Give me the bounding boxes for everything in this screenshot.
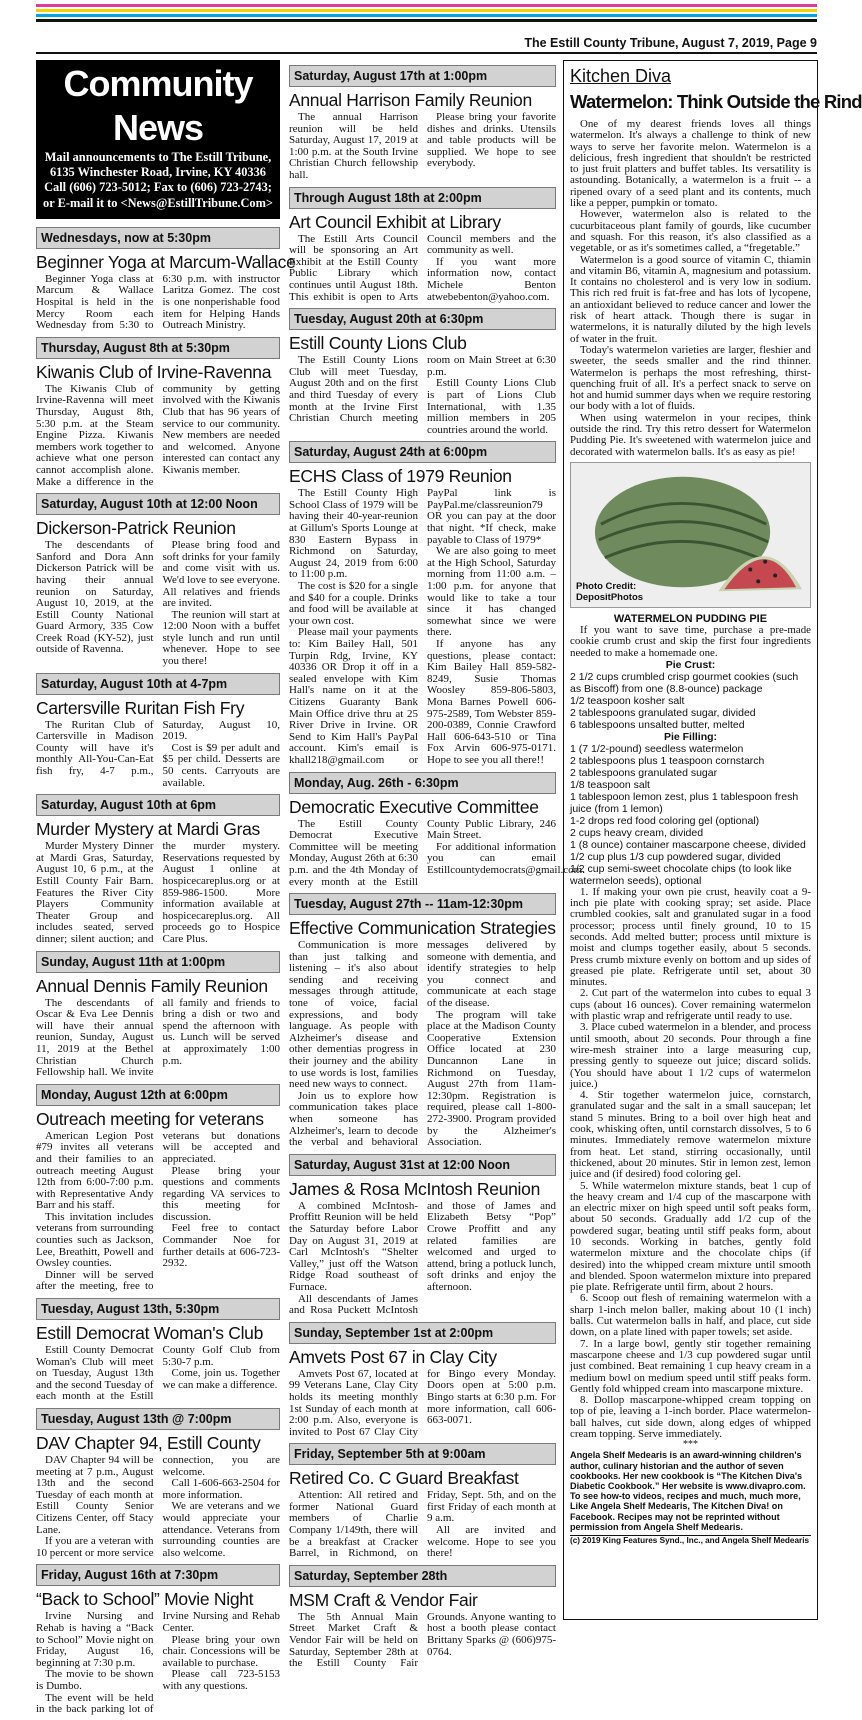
date-band: Tuesday, August 13th @ 7:00pm	[36, 1408, 280, 1430]
announcement	[36, 794, 280, 945]
event-paragraph: Communication is more than just talking and listening – it's also about sending and receiving messages through attitude, tone of voice, facial expressions, and body language. As people with Alzheimer's disease and other dementias progress in their journey and the ability to use words is lost, families need new ways to connect.	[289, 939, 418, 1091]
event-body	[36, 274, 280, 332]
announcement	[36, 1564, 280, 1715]
event-paragraph: Amvets Post 67, located at 99 Veterans Lane, Clay City holds its meeting monthly 1st Sunday of each month at 2:00 p.m. Also, everyone is invited to Post 67 Clay City for Bingo every Monday. Doors open at 5:00 p.m. Bingo starts at 6:30 p.m. For more information, call 606-663-0071.	[289, 1367, 556, 1438]
event-body	[289, 234, 556, 304]
event-paragraph: Please call 723-5153 with any questions.	[162, 1668, 280, 1692]
event-paragraph: Cost is $9 per adult and $5 per child. Desserts are 50 cents. Carryouts are available.	[162, 741, 280, 789]
date-band: Sunday, September 1st at 2:00pm	[289, 1322, 556, 1344]
announcement	[289, 1154, 556, 1317]
date-band: Thursday, August 8th at 5:30pm	[36, 337, 280, 359]
event-body	[36, 1611, 280, 1715]
event-paragraph: If anyone has any questions, please contact: Kim Bailey Hall 859-582-8249, Susie Thomas Woosley 859-806-5803, Mona Barnes Powell 606-975-2589, Tom Webster 859-200-0389, Connie Crawford Hall 606-643-510 or Tina Fox Arvin 606-975-0171. Hope to see you all there!!	[427, 638, 556, 766]
event-paragraph: Attention: All retired and former National Guard members of Charlie Company 1/149th, there will be a breakfast at Cracker Barrel, in Richmond, on Friday, Sept. 5th, and on the first Friday of each month at 9 a.m.	[289, 1489, 556, 1560]
watermelon-photo	[570, 462, 811, 608]
event-paragraph: The program will take place at the Madison County Cooperative Extension Office located at 230 Duncannon Lane in Richmond on Tuesday, August 27th from 11am-12:30pm. Registration is required, please call 1-800-272-3900. Program provided by the Alzheimer's Association.	[427, 1008, 556, 1149]
article-title: Watermelon: Think Outside the Rind	[570, 91, 862, 112]
column-left	[36, 60, 296, 1720]
event-body	[36, 1345, 280, 1403]
announcement	[36, 1084, 280, 1293]
date-band: Saturday, August 17th at 1:00pm	[289, 65, 556, 87]
recipe-steps	[570, 887, 811, 1441]
announcement-list-left	[36, 227, 296, 1716]
event-paragraph: We are also going to meet at the High School, Saturday morning from 11:00 a.m. – 1:00 p.m. for anyone that would like to take a tour since it has changed somewhat since we were there.	[427, 545, 556, 639]
event-paragraph: The Ruritan Club of Cartersville in Madison County will have it's monthly All-You-Can-Eat fish fry, 4-7 p.m., Saturday, August 10, 2019.	[36, 718, 280, 778]
header-rule	[36, 52, 817, 54]
ingredient-item: 2 cups heavy cream, divided	[570, 826, 704, 839]
ingredient-item: 2 tablespoons granulated sugar, divided	[570, 706, 756, 719]
date-band: Saturday, September 28th	[289, 1565, 556, 1587]
event-headline: Outreach meeting for veterans	[36, 1108, 264, 1129]
article-paragraph: Watermelon is a good source of vitamin C, thiamin and vitamin B6, vitamin A, magnesium and potassium. It contains no cholesterol and is very low in sodium. This rich red fruit is fat-free and has lots of lycopene, an antioxidant believed to reduce cancer and lower the risk of heart attack. Though there is sugar in watermelons, it is naturally diluted by the high levels of water in the fruit.	[570, 253, 811, 345]
ingredient-item: 6 tablespoons unsalted butter, melted	[570, 718, 745, 731]
event-body	[289, 355, 556, 436]
event-paragraph: For additional information you can email Estillcountydemocrats@gmail.com.	[427, 840, 585, 876]
recipe-step: 1. If making your own pie crust, heavily coat a 9-inch pie plate with cooking spray; set aside. Place crumbled cookies, salt and granulated sugar in a food processor; process until finely ground, 10 to 15 seconds. Add melted butter; process until mixture is moist and clumps together easily, about 5 seconds. Press crumb mixture evenly on bottom and up sides of greased pie plate. Refrigerate until set, about 30 minutes.	[570, 885, 811, 989]
event-headline: DAV Chapter 94, Estill County	[36, 1433, 261, 1453]
recipe-step: 4. Stir together watermelon juice, cornstarch, granulated sugar and the salt in a small saucepan; let stand 5 minutes. Bring to a boil over high heat and cook, whisking often, until cornstarch dissolves, 5 to 6 minutes. Immediately remove watermelon mixture from heat. Let stand, stirring occasionally, until thickened, about 20 minutes. Stir in lemon zest, lemon juice and (if desired) food coloring gel.	[570, 1089, 811, 1181]
announcement-list-middle	[289, 65, 585, 1670]
event-headline: ECHS Class of 1979 Reunion	[289, 466, 512, 487]
announcement	[36, 227, 296, 332]
event-paragraph: Feel free to contact Commander Noe for further details at 606-723-2932.	[162, 1222, 280, 1270]
event-headline: Murder Mystery at Mardi Gras	[36, 819, 261, 840]
event-headline: Retired Co. C Guard Breakfast	[289, 1468, 519, 1489]
event-paragraph: The Estill County Lions Club will meet Tuesday, August 20th and on the first and third Tuesday of every month at the Irvine First Christian Church meeting room on Main Street at 6:30 p.m.	[289, 354, 556, 425]
masthead-line: Call (606) 723-5012; Fax to (606) 723-2743;	[44, 180, 272, 195]
masthead	[36, 60, 280, 219]
event-paragraph: The cost is $20 for a single and $40 for a couple. Drinks and food will be available at your own cost.	[289, 580, 418, 627]
event-headline: Democratic Executive Committee	[289, 796, 539, 817]
event-paragraph: The event will be held in the back parking lot of Irvine Nursing and Rehab Center.	[36, 1610, 280, 1716]
event-body	[289, 1369, 556, 1439]
event-headline: Estill County Lions Club	[289, 333, 467, 354]
ingredient-item: 1 (7 1/2-pound) seedless watermelon	[570, 742, 744, 755]
event-body	[289, 488, 556, 766]
event-paragraph: Please bring food and soft drinks for your family and come visit with us. We'd love to see everyone. All relatives and friends are invited.	[162, 539, 280, 610]
event-paragraph: Dinner will be served after the meeting, free to veterans but donations will be accepted and appreciated.	[36, 1129, 280, 1293]
event-headline: Kiwanis Club of Irvine-Ravenna	[36, 361, 272, 382]
color-bar-black	[36, 19, 817, 22]
end-stars: ***	[683, 1439, 698, 1451]
event-paragraph: DAV Chapter 94 will be meeting at 7 p.m., August 13th and the second Tuesday of each month at Estill County Senior Citizens Center, off Stacy Lane.	[36, 1454, 154, 1536]
article-paragraph: One of my dearest friends loves all things watermelon. It's always a challenge to think of new ways to serve her favorite melon. Watermelon is a delicious, fresh ingredient that shouldn't be restricted to just fruit platters and buffet tables. Its versatility is astounding. Botanically, a watermelon is a fruit -- a ripened ovary of a seed plant and its contents, much like a pepper, pumpkin or tomato.	[570, 118, 811, 210]
event-paragraph: The Estill County Democrat Executive Committee will be meeting Monday, August 26th at 6:30 p.m. and the 4th Monday of every month at the Estill County Public Library, 246 Main Street.	[289, 817, 556, 888]
announcement	[36, 337, 280, 488]
date-band: Through August 18th at 2:00pm	[289, 187, 556, 209]
event-paragraph: Beginner Yoga class at Marcum & Wallace Hospital is held in the Mercy Room each Wednesday from 5:30 to 6:30 p.m. with instructor Laritza Gomez. The cost is one nonperishable food item for Helping Hands Outreach Ministry.	[36, 272, 280, 332]
event-body	[289, 1201, 556, 1317]
event-paragraph: Please bring your own chair. Concessions will be available to purchase.	[162, 1633, 280, 1669]
crust-ingredients	[570, 671, 811, 731]
event-headline: Dickerson-Patrick Reunion	[36, 518, 236, 539]
article-paragraph: However, watermelon also is related to the cucurbitaceous plant family of gourds, like cucumber and squash. For this reason, it's also classified as a vegetable, or as it's sometimes called, a “fregetable.”	[570, 208, 811, 255]
event-paragraph: Irvine Nursing and Rehab is having a “Back to School” Movie night on Friday, August 16, beginning at 7:30 p.m.	[36, 1610, 154, 1669]
announcement	[289, 65, 556, 182]
event-body	[289, 817, 585, 889]
event-body	[36, 384, 280, 488]
event-paragraph: Please mail your payments to: Kim Bailey Hall, 501 Turpin Rdg, Irvine, KY 40336 OR Drop it off in a sealed envelope with Kim Hall's name on it at the Citizens Guaranty Bank Main Office drive thru at 25 River Drive in Irvine. OR Send to Kim Hall's PayPal account. Kim's email is khall218@gmail.com or PayPal link is PayPal.me/classreunion79 OR you can pay at the door that night. *If check, make payable to Class of 1979*	[289, 487, 556, 766]
event-body	[36, 1455, 280, 1559]
ingredient-item: 1/8 teaspoon salt	[570, 778, 650, 791]
event-headline: “Back to School” Movie Night	[36, 1589, 254, 1610]
date-band: Saturday, August 10th at 4-7pm	[36, 673, 280, 695]
event-paragraph: Murder Mystery Dinner at Mardi Gras, Saturday, August 10, 6 p.m., at the Estill County Fair Barn. Features the River City Players Community Theater Group and includes seated, served dinner; silent auction; and the murder mystery. Reservations requested by August 1 online at hospicecareplus.org or at 859-986-1500. More information available at hospicecareplus.org. All proceeds go to Hospice Care Plus.	[36, 840, 280, 945]
recipe-step: 8. Dollop mascarpone-whipped cream topping on top of pie, leaving a 1-inch border. Place watermelon-ball halves, cut side down, along edges of whipped cream topping. Serve immediately.	[570, 1394, 811, 1441]
color-bar-yellow	[36, 9, 817, 12]
ingredient-item: 1/2 cup semi-sweet chocolate chips (to look like watermelon seeds), optional	[570, 862, 792, 887]
announcement	[289, 1322, 556, 1439]
ingredient-item: 2 tablespoons plus 1 teaspoon cornstarch	[570, 754, 765, 767]
event-body	[289, 112, 556, 182]
announcement	[36, 1408, 280, 1559]
event-paragraph: If you are a veteran with 10 percent or more service connection, you are welcome.	[36, 1454, 280, 1559]
date-band: Monday, August 12th at 6:00pm	[36, 1084, 280, 1106]
recipe-step: 3. Place cubed watermelon in a blender, and process until smooth, about 20 seconds. Pour through a fine wire-mesh strainer into a large measuring cup, pressing gently to squeeze out juice; discard solids. (You should have about 1 1/2 cups of watermelon juice.)	[570, 1021, 811, 1090]
event-paragraph: Estill County Lions Club is part of Lions Club International, with 1.35 million members in 205 countries around the world.	[427, 377, 556, 436]
event-body	[289, 1490, 556, 1560]
column-middle	[289, 60, 585, 1674]
date-band: Friday, September 5th at 9:00am	[289, 1443, 556, 1465]
article-body	[570, 119, 811, 458]
event-paragraph: The Kiwanis Club of Irvine-Ravenna will meet Thursday, August 8th, 5:30 p.m. at the Steam Engine Pizza. Kiwanis members work together to achieve what one person cannot accomplish alone. Make a difference in the community by getting involved with the Kiwanis Club that has 96 years of service to our community. New members are needed and welcomed. Anyone interested can contact any Kiwanis member.	[36, 382, 280, 488]
date-band: Monday, Aug. 26th - 6:30pm	[289, 772, 556, 794]
ingredient-list	[570, 659, 811, 887]
event-body	[36, 540, 280, 668]
author-bio: Angela Shelf Medearis is an award-winning children's author, culinary historian and the author of seven cookbooks. Her new cookbook is “The Kitchen Diva's Diabetic Cookbook.” Her website is www.divapro.com. To see how-to videos, recipes and much, much more, Like Angela Shelf Medearis, The Kitchen Diva! on Facebook. Recipes may not be reprinted without permission from Angela Shelf Medearis.	[570, 1450, 806, 1532]
filling-heading: Pie Filling:	[663, 730, 718, 743]
color-bar-cyan	[36, 14, 817, 17]
announcement	[36, 673, 280, 790]
column-head: Kitchen Diva	[570, 66, 672, 86]
announcement	[289, 441, 556, 766]
announcement	[289, 1443, 556, 1560]
date-band: Tuesday, August 27th -- 11am-12:30pm	[289, 893, 556, 915]
date-band: Saturday, August 10th at 12:00 Noon	[36, 493, 280, 515]
event-headline: Annual Dennis Family Reunion	[36, 975, 268, 996]
event-body	[36, 841, 280, 945]
event-body	[36, 1131, 280, 1293]
announcement	[289, 772, 585, 889]
event-paragraph: All descendants of James and Rosa Puckett McIntosh and those of James and Elizabeth Betsy “Pop” Crowe Proffitt and any related families are welcomed and urged to attend, bring a potluck lunch, soft drinks and enjoy the afternoon.	[289, 1199, 556, 1317]
event-headline: Art Council Exhibit at Library	[289, 211, 501, 232]
color-bar-magenta	[36, 4, 817, 7]
event-paragraph: The Estill Arts Council will be sponsoring an Art Exhibit at the Estill County Public Library which continues until August 18th. This exhibit is open to Arts Council members and the community as well.	[289, 232, 556, 303]
ingredient-item: 1-2 drops red food coloring gel (optional)	[570, 814, 760, 827]
event-body	[36, 998, 280, 1079]
announcement	[36, 493, 280, 668]
event-paragraph: All are invited and welcome. Hope to see you there!	[427, 1524, 556, 1560]
event-headline: MSM Craft & Vendor Fair	[289, 1589, 478, 1610]
ingredient-item: 1 tablespoon lemon zest, plus 1 tablespoon fresh juice (from 1 lemon)	[570, 790, 799, 815]
event-body	[289, 940, 556, 1149]
event-paragraph: This invitation includes veterans from surrounding counties such as Jackson, Lee, Breathitt, Powell and Owsley counties.	[36, 1210, 154, 1270]
date-band: Saturday, August 10th at 6pm	[36, 794, 280, 816]
announcement	[289, 308, 556, 436]
ingredient-item: 1/2 cup plus 1/3 cup powdered sugar, divided	[570, 850, 781, 863]
event-paragraph: Come, join us. Together we can make a difference.	[162, 1367, 280, 1391]
event-paragraph: A combined McIntosh-Proffitt Reunion will be held the Saturday before Labor Day on August 31, 2019 at Carl McIntosh's “Shelter Valley,” just off the Watson Ridge Road southeast of Furnace.	[289, 1199, 418, 1293]
ingredient-item: 1 (8 ounce) container mascarpone cheese, divided	[570, 838, 806, 851]
date-band: Tuesday, August 13th, 5:30pm	[36, 1298, 280, 1320]
event-body	[36, 720, 280, 790]
event-paragraph: Please bring your questions and comments regarding VA services to this meeting for discussion.	[162, 1164, 280, 1223]
event-headline: Amvets Post 67 in Clay City	[289, 1346, 497, 1367]
recipe-intro	[570, 625, 811, 659]
photo-credit	[576, 581, 643, 603]
event-paragraph: Join us to explore how communication takes place when someone has Alzheimer's, learn to decode the verbal and behavioral messages delivered by someone with dementia, and identify strategies to help you connect and communicate at each stage of the disease.	[289, 939, 556, 1149]
date-band: Tuesday, August 20th at 6:30pm	[289, 308, 556, 330]
running-head: The Estill County Tribune, August 7, 2019, Page 9	[524, 36, 817, 50]
event-body	[289, 1612, 556, 1670]
event-paragraph: The annual Harrison reunion will be held Saturday, August 17, 2019 at 1:00 p.m. at the South Irvine Christian Church fellowship hall.	[289, 111, 418, 181]
photo-credit-line: DepositPhotos	[576, 591, 644, 603]
article-paragraph: When using watermelon in your recipes, think outside the rind. Try this retro dessert for Watermelon Pudding Pie. It's sweetened with watermelon juice and decorated with watermelon balls. It's as easy as pie!	[570, 411, 811, 458]
event-paragraph: The 5th Annual Main Street Market Craft & Vendor Fair will be held on Saturday, September 28th at the Estill County Fair Grounds. Anyone wanting to host a booth please contact Brittany Sparks @ (606)975-0764.	[289, 1610, 556, 1670]
crust-heading: Pie Crust:	[665, 658, 716, 671]
event-headline: James & Rosa McIntosh Reunion	[289, 1178, 541, 1199]
event-paragraph: The descendants of Oscar & Eva Lee Dennis will have their annual reunion, Sunday, August 11, 2019 at the Bethel Christian Church Fellowship hall. We invite all family and friends to bring a dish or two and spend the afternoon with us. Lunch will be served at approximately 1:00 p.m.	[36, 996, 280, 1079]
recipe-step: 7. In a large bowl, gently stir together remaining mascarpone cheese and 1/3 cup powdered sugar until just combined. Beat remaining 1 cup heavy cream in a medium bowl on medium speed until stiff peaks form. Gently fold whipped cream into mascarpone mixture.	[570, 1337, 811, 1395]
event-paragraph: The reunion will start at 12:00 Noon with a buffet style lunch and run until whenever. Hope to see you there!	[162, 608, 280, 668]
article-paragraph: Today's watermelon varieties are larger, fleshier and sweeter, the seeds smaller and the rind thinner. Watermelon is perhaps the most refreshing, thirst-quenching fruit of all. It's a perfect snack to serve on hot and humid summer days when we require restoring our body with a lot of fluids.	[570, 343, 811, 413]
masthead-line: 6135 Winchester Road, Irvine, KY 40336	[49, 165, 267, 180]
recipe-intro-text: If you want to save time, purchase a pre-made cookie crumb crust and skip the first four ingredients needed to make a homemade one.	[570, 623, 811, 659]
date-band: Saturday, August 31st at 12:00 Noon	[289, 1154, 556, 1176]
event-paragraph: If you want more information now, contact Michele Benton atwebebenton@yahoo.com.	[427, 255, 556, 303]
announcement	[36, 951, 280, 1079]
masthead-line: or E-mail it to <News@EstillTribune.Com>	[43, 195, 273, 210]
announcement	[36, 1298, 280, 1403]
event-paragraph: The movie to be shown is Dumbo.	[36, 1668, 154, 1692]
event-paragraph: Estill County Democrat Woman's Club will meet on Tuesday, August 13th and the second Tuesday of each month at the Estill County Golf Club from 5:30-7 p.m.	[36, 1344, 280, 1403]
event-paragraph: Please bring your favorite dishes and drinks. Utensils and table products will be supplied. We hope to see everybody.	[427, 111, 556, 170]
kitchen-diva-box	[563, 60, 862, 1620]
event-headline: Effective Communication Strategies	[289, 918, 556, 939]
event-paragraph: Call 1-606-663-2504 for more information.	[162, 1477, 280, 1501]
event-paragraph: The descendants of Sanford and Dora Ann Dickerson Patrick will be having their annual reunion on Saturday, August 10, 2019, at the Estill County National Guard Armory, 335 Cow Creek Road (KY-52), just outside of Ravenna.	[36, 539, 154, 656]
date-band: Wednesdays, now at 5:30pm	[36, 227, 280, 249]
ingredient-item: 2 1/2 cups crumbled crisp gourmet cookies (such as Biscoff) from one (8.8-ounce) package	[570, 670, 799, 695]
announcement	[289, 187, 556, 304]
recipe-step: 2. Cut part of the watermelon into cubes to equal 3 cups (about 16 ounces). Cover remaining watermelon with plastic wrap and refrigerate until ready to use.	[570, 987, 811, 1023]
photo-credit-line: Photo Credit:	[576, 580, 637, 592]
filling-ingredients	[570, 743, 811, 887]
ingredient-item: 1/2 teaspoon kosher salt	[570, 694, 685, 707]
event-headline: Beginner Yoga at Marcum-Wallace	[36, 251, 296, 272]
event-paragraph: The Estill County High School Class of 1979 will be having their 40-year-reunion at Gillum's Sports Lounge at 830 Eastern Bypass in Richmond on Saturday, August 24, 2019 from 6:00 to 11:00 p.m.	[289, 487, 418, 581]
event-paragraph: American Legion Post #79 invites all veterans and their families to an outreach meeting August 12th from 6:00-7:00 p.m. with Representative Andy Barr and his staff.	[36, 1129, 154, 1212]
date-band: Saturday, August 24th at 6:00pm	[289, 441, 556, 463]
event-headline: Estill Democrat Woman's Club	[36, 1323, 264, 1344]
announcement	[289, 893, 556, 1149]
event-paragraph: We are veterans and we would appreciate your attendance. Veterans from surrounding counties are also welcome.	[162, 1500, 280, 1559]
date-band: Friday, August 16th at 7:30pm	[36, 1564, 280, 1586]
date-band: Sunday, August 11th at 1:00pm	[36, 951, 280, 973]
event-headline: Cartersville Ruritan Fish Fry	[36, 697, 245, 718]
recipe-title: WATERMELON PUDDING PIE	[613, 612, 768, 625]
masthead-line: Mail announcements to The Estill Tribune,	[44, 150, 272, 164]
recipe-step: 6. Scoop out flesh of remaining watermelon with a sharp 1-inch melon baller, making about 10 (1 inch) balls. Cut watermelon balls in half, and place, cut side down, on a plate lined with paper towels; set aside.	[570, 1292, 811, 1339]
masthead-title: Community News	[63, 63, 253, 148]
event-headline: Annual Harrison Family Reunion	[289, 90, 532, 110]
copyright-line: (c) 2019 King Features Synd., Inc., and Angela Shelf Medearis	[570, 1535, 810, 1545]
announcement	[289, 1565, 556, 1670]
ingredient-item: 2 tablespoons granulated sugar	[570, 766, 718, 779]
recipe-step: 5. While watermelon mixture stands, beat 1 cup of the heavy cream and 1/4 cup of the mascarpone with an electric mixer on high speed until soft peaks form, about 50 seconds. Gradually add 1/2 cup of the powdered sugar, beating until stiff peaks form, about 10 seconds. Working in batches, gently fold watermelon mixture and the chocolate chips (if desired) into the whipped cream mixture until smooth and blended. Spoon watermelon mixture into prepared pie plate. Refrigerate until firm, about 2 hours.	[570, 1179, 811, 1294]
